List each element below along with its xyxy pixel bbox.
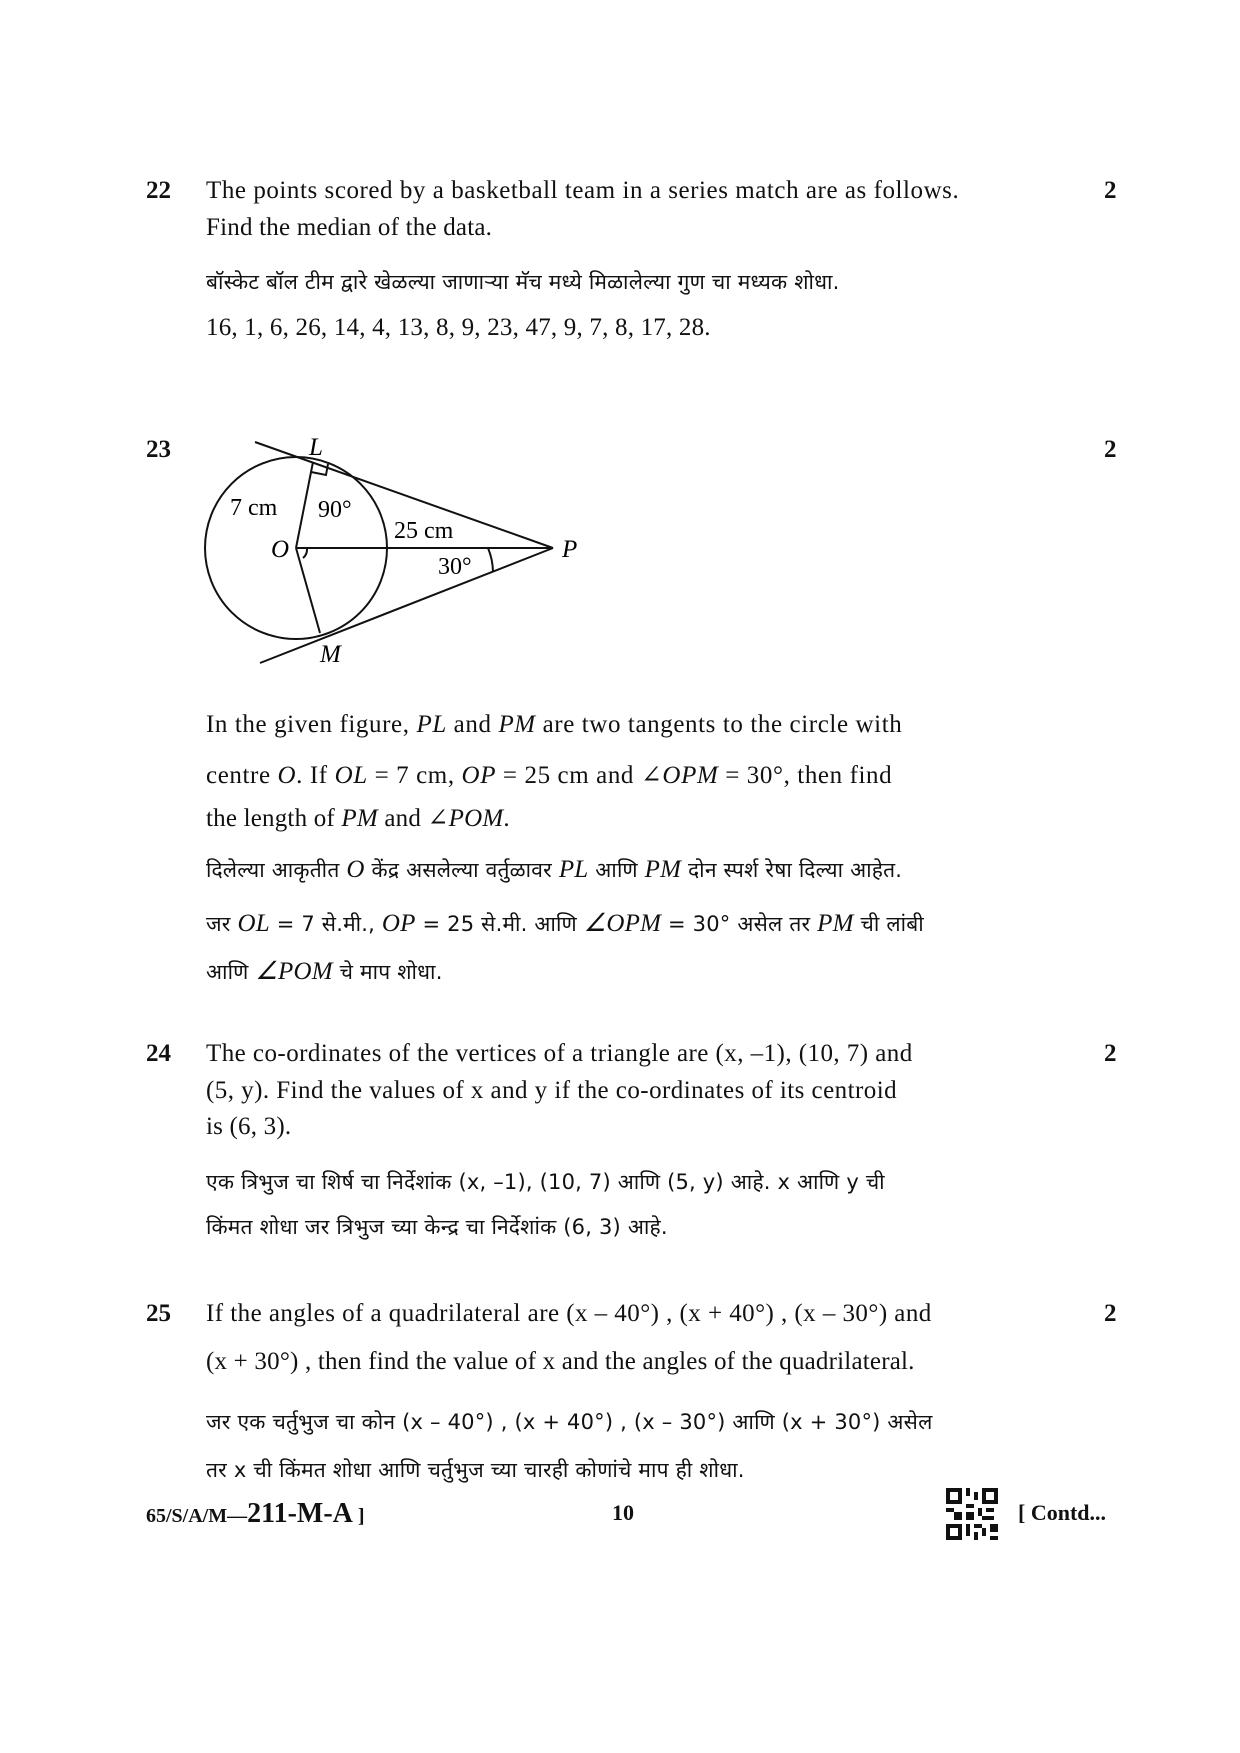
- tangent-line-pm: [260, 548, 553, 663]
- q23-marathi-line-3: आणि ∠POM चे माप शोधा.: [206, 958, 443, 985]
- question-number: 25: [146, 1300, 171, 1327]
- angle-arc-opm: [488, 548, 493, 572]
- q24-english-line-2: (5, y). Find the values of x and y if the co-ordinates of its centroid: [206, 1077, 898, 1104]
- question-marks: 2: [1104, 1300, 1117, 1327]
- angle-arc-pom: [303, 549, 307, 558]
- q25-marathi-line-2: तर x ची किंमत शोधा आणि चर्तुभुज च्या चारही कोणांचे माप ही शोधा.: [206, 1458, 745, 1482]
- label-right-angle: 90°: [318, 497, 352, 523]
- q22-english-line-1: The points scored by a basketball team in a series match are as follows.: [206, 177, 960, 204]
- tangent-circle-figure: [0, 0, 640, 690]
- q22-data-values: 16, 1, 6, 26, 14, 4, 13, 8, 9, 23, 47, 9, 7, 8, 17, 28.: [206, 314, 711, 341]
- label-l: L: [309, 434, 323, 461]
- question-number: 22: [146, 177, 171, 204]
- question-marks: 2: [1104, 1040, 1117, 1067]
- question-marks: 2: [1104, 177, 1117, 204]
- question-number: 23: [146, 436, 171, 463]
- q24-marathi-line-2: किंमत शोधा जर त्रिभुज च्या केन्द्र चा निर्देशांक (6, 3) आहे.: [206, 1215, 668, 1239]
- q22-marathi-line-1: बॉस्केट बॉल टीम द्वारे खेळल्या जाणाऱ्या मॅच मध्ये मिळालेल्या गुण चा मध्यक शोधा.: [206, 270, 840, 294]
- question-number: 24: [146, 1040, 171, 1067]
- label-radius: 7 cm: [230, 495, 278, 521]
- page-number: 10: [612, 1500, 634, 1525]
- q22-english-line-2: Find the median of the data.: [206, 214, 493, 241]
- q23-marathi-line-2: जर OL = 7 से.मी., OP = 25 से.मी. आणि ∠OPM = 30° असेल तर PM ची लांबी: [206, 910, 924, 937]
- q24-marathi-line-1: एक त्रिभुज चा शिर्ष चा निर्देशांक (x, –1), (10, 7) आणि (5, y) आहे. x आणि y ची: [206, 1170, 885, 1194]
- q23-marathi-line-1: दिलेल्या आकृतीत O केंद्र असलेल्या वर्तुळावर PL आणि PM दोन स्पर्श रेषा दिल्या आहेत.: [206, 856, 903, 883]
- q25-english-line-2: (x + 30°) , then find the value of x and the angles of the quadrilateral.: [206, 1348, 915, 1375]
- label-m: M: [320, 641, 341, 668]
- continued-label: [ Contd...: [1018, 1500, 1107, 1525]
- label-p: P: [562, 536, 578, 563]
- q23-english-line-2: centre O. If OL = 7 cm, OP = 25 cm and ∠OPM = 30°, then find: [206, 762, 893, 789]
- label-op-length: 25 cm: [394, 518, 454, 544]
- paper-code: 65/S/A/M—211-M-A ]: [146, 1498, 365, 1529]
- q24-english-line-3: is (6, 3).: [206, 1113, 292, 1140]
- label-angle-30: 30°: [438, 554, 472, 580]
- q25-english-line-1: If the angles of a quadrilateral are (x – 40°) , (x + 40°) , (x – 30°) and: [206, 1300, 932, 1327]
- label-o: O: [271, 536, 290, 563]
- radius-ol: [296, 462, 313, 548]
- q25-marathi-line-1: जर एक चर्तुभुज चा कोन (x – 40°) , (x + 40°) , (x – 30°) आणि (x + 30°) असेल: [206, 1410, 933, 1434]
- radius-om: [296, 548, 320, 633]
- question-marks: 2: [1104, 436, 1117, 463]
- q24-english-line-1: The co-ordinates of the vertices of a triangle are (x, –1), (10, 7) and: [206, 1040, 913, 1067]
- q23-english-line-3: the length of PM and ∠POM.: [206, 805, 510, 832]
- q23-english-line-1: In the given figure, PL and PM are two tangents to the circle with: [206, 711, 903, 738]
- qr-code-icon: [946, 1488, 998, 1540]
